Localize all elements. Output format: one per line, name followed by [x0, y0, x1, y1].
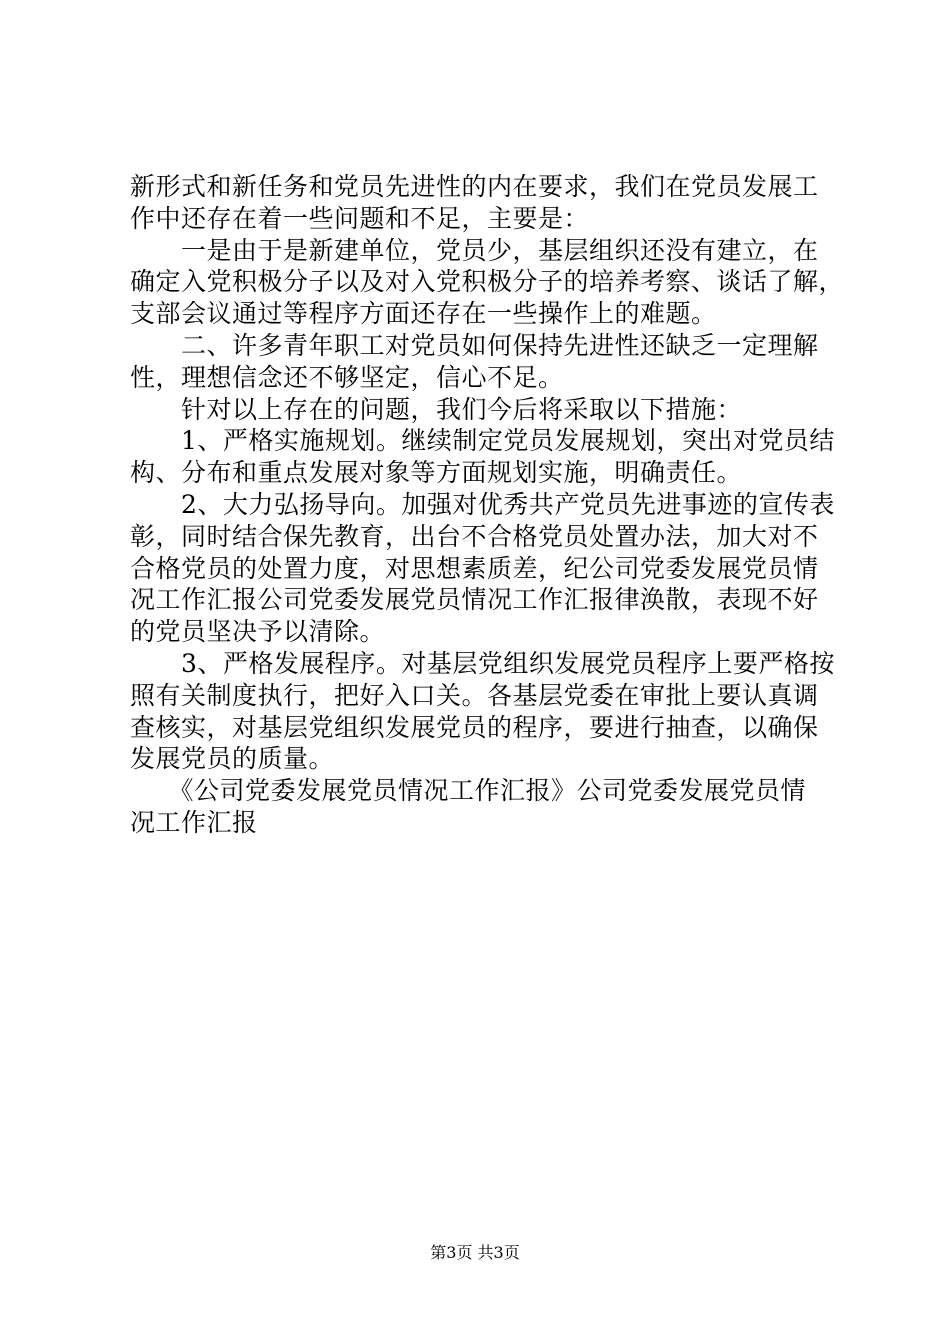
text-line: 1、严格实施规划。继续制定党员发展规划，突出对党员结 — [130, 426, 835, 456]
text-line: 确定入党积极分子以及对入党积极分子的培养考察、谈话了解， — [130, 267, 845, 297]
text-line: 合格党员的处置力度，对思想素质差，纪公司党委发展党员情 — [130, 553, 819, 583]
text-line: 3、严格发展程序。对基层党组织发展党员程序上要严格按 — [130, 648, 835, 678]
text-line: 的党员坚决予以清除。 — [130, 617, 386, 647]
text-line: 彰，同时结合保先教育，出台不合格党员处置办法，加大对不 — [130, 521, 819, 551]
text-line: 作中还存在着一些问题和不足，主要是： — [130, 203, 590, 233]
page-number-footer: 第3页 共3页 — [430, 1243, 520, 1262]
text-line: 支部会议通过等程序方面还存在一些操作上的难题。 — [130, 299, 717, 329]
text-line: 二、许多青年职工对党员如何保持先进性还缺乏一定理解 — [130, 330, 819, 360]
text-line: 性，理想信念还不够坚定，信心不足。 — [130, 362, 564, 392]
text-line: 构、分布和重点发展对象等方面规划实施，明确责任。 — [130, 458, 743, 488]
text-line: 况工作汇报 — [130, 807, 258, 837]
text-line: 新形式和新任务和党员先进性的内在要求，我们在党员发展工 — [130, 172, 819, 201]
document-body — [130, 171, 845, 839]
text-line: 《公司党委发展党员情况工作汇报》公司党委发展党员情 — [130, 776, 807, 806]
text-line: 况工作汇报公司党委发展党员情况工作汇报律涣散，表现不好 — [130, 585, 819, 615]
text-line: 发展党员的质量。 — [130, 744, 335, 774]
text-line: 针对以上存在的问题，我们今后将采取以下措施： — [130, 394, 743, 424]
text-line: 一是由于是新建单位，党员少，基层组织还没有建立，在 — [130, 235, 819, 265]
text-line: 2、大力弘扬导向。加强对优秀共产党员先进事迹的宣传表 — [130, 489, 835, 519]
text-line: 照有关制度执行，把好入口关。各基层党委在审批上要认真调 — [130, 680, 819, 710]
text-line: 查核实，对基层党组织发展党员的程序，要进行抽查，以确保 — [130, 712, 819, 742]
